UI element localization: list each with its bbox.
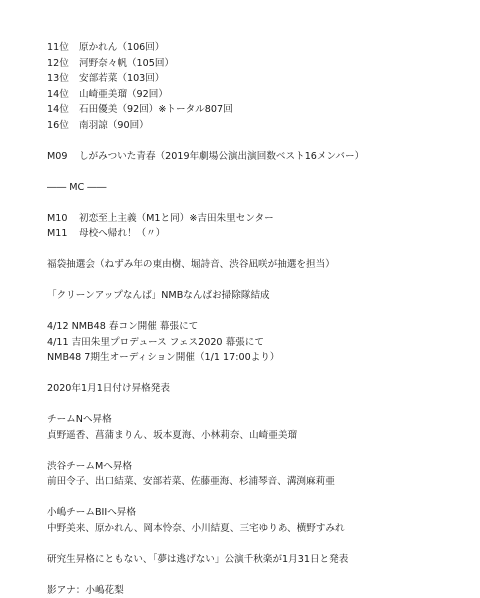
ranking-text: 山崎亜美瑠（92回） — [79, 89, 168, 100]
spacer — [47, 366, 467, 382]
song-m09 — [47, 149, 467, 165]
event-item: NMB48 7期生オーディション開催（1/1 17:00より） — [47, 350, 467, 366]
ranking-text: 南羽諒（90回） — [79, 120, 149, 131]
ranking-text: 原かれん（106回） — [79, 42, 164, 53]
spacer — [47, 567, 467, 583]
team-members: 中野美来、原かれん、岡本怜奈、小川結夏、三宅ゆりあ、横野すみれ — [47, 521, 467, 537]
ranking-row — [47, 71, 467, 87]
song-m10 — [47, 211, 467, 227]
event-item: 4/11 吉田朱里プロデュース フェス2020 幕張にて — [47, 335, 467, 351]
research-note: 研究生昇格にともない、「夢は逃げない」公演千秋楽が1月31日と発表 — [47, 552, 467, 568]
ranking-row — [47, 102, 467, 118]
team-block — [47, 459, 467, 490]
spacer — [47, 273, 467, 289]
team-members: 貞野遥香、菖蒲まりん、坂本夏海、小林莉奈、山崎亜美瑠 — [47, 428, 467, 444]
team-members: 前田令子、出口結菜、安部若菜、佐藤亜海、杉浦琴音、溝渕麻莉亜 — [47, 474, 467, 490]
song-number: M09 — [47, 149, 79, 165]
ranking-row — [47, 40, 467, 56]
ranking-row — [47, 118, 467, 134]
ranking-text: 石田優美（92回）※トータル807回 — [79, 104, 233, 115]
song-m11 — [47, 226, 467, 242]
ranking-row — [47, 56, 467, 72]
spacer — [47, 133, 467, 149]
song-number: M11 — [47, 226, 79, 242]
spacer — [47, 164, 467, 180]
ranking-rank: 13位 — [47, 71, 79, 87]
ranking-rank: 12位 — [47, 56, 79, 72]
spacer — [47, 397, 467, 413]
cleanup-note: 「クリーンアップなんば」NMBなんばお掃除隊結成 — [47, 288, 467, 304]
ranking-rank: 14位 — [47, 87, 79, 103]
spacer — [47, 490, 467, 506]
document-body — [47, 40, 467, 598]
promotion-heading: 2020年1月1日付け昇格発表 — [47, 381, 467, 397]
team-name: 小嶋チームBIIへ昇格 — [47, 505, 467, 521]
event-item: 4/12 NMB48 春コン開催 幕張にて — [47, 319, 467, 335]
mc-divider: ―― MC ―― — [47, 180, 467, 196]
spacer — [47, 443, 467, 459]
spacer — [47, 242, 467, 258]
ranking-rank: 14位 — [47, 102, 79, 118]
lottery-note: 福袋抽選会（ねずみ年の東由樹、堀詩音、渋谷凪咲が抽選を担当） — [47, 257, 467, 273]
song-number: M10 — [47, 211, 79, 227]
spacer — [47, 195, 467, 211]
spacer — [47, 536, 467, 552]
song-title: しがみついた青春（2019年劇場公演出演回数ベスト16メンバー） — [79, 151, 364, 162]
ranking-text: 安部若菜（103回） — [79, 73, 164, 84]
ranking-list — [47, 40, 467, 133]
ranking-text: 河野奈々帆（105回） — [79, 58, 174, 69]
ranking-row — [47, 87, 467, 103]
team-block — [47, 505, 467, 536]
team-name: 渋谷チームMへ昇格 — [47, 459, 467, 475]
song-title: 母校へ帰れ！（〃） — [79, 228, 165, 239]
song-title: 初恋至上主義（M1と同）※吉田朱里センター — [79, 213, 274, 224]
ranking-rank: 11位 — [47, 40, 79, 56]
team-block — [47, 412, 467, 443]
spacer — [47, 304, 467, 320]
ranking-rank: 16位 — [47, 118, 79, 134]
announcer-note: 影アナ：小嶋花梨 — [47, 583, 467, 598]
team-name: チームNへ昇格 — [47, 412, 467, 428]
events-list — [47, 319, 467, 366]
